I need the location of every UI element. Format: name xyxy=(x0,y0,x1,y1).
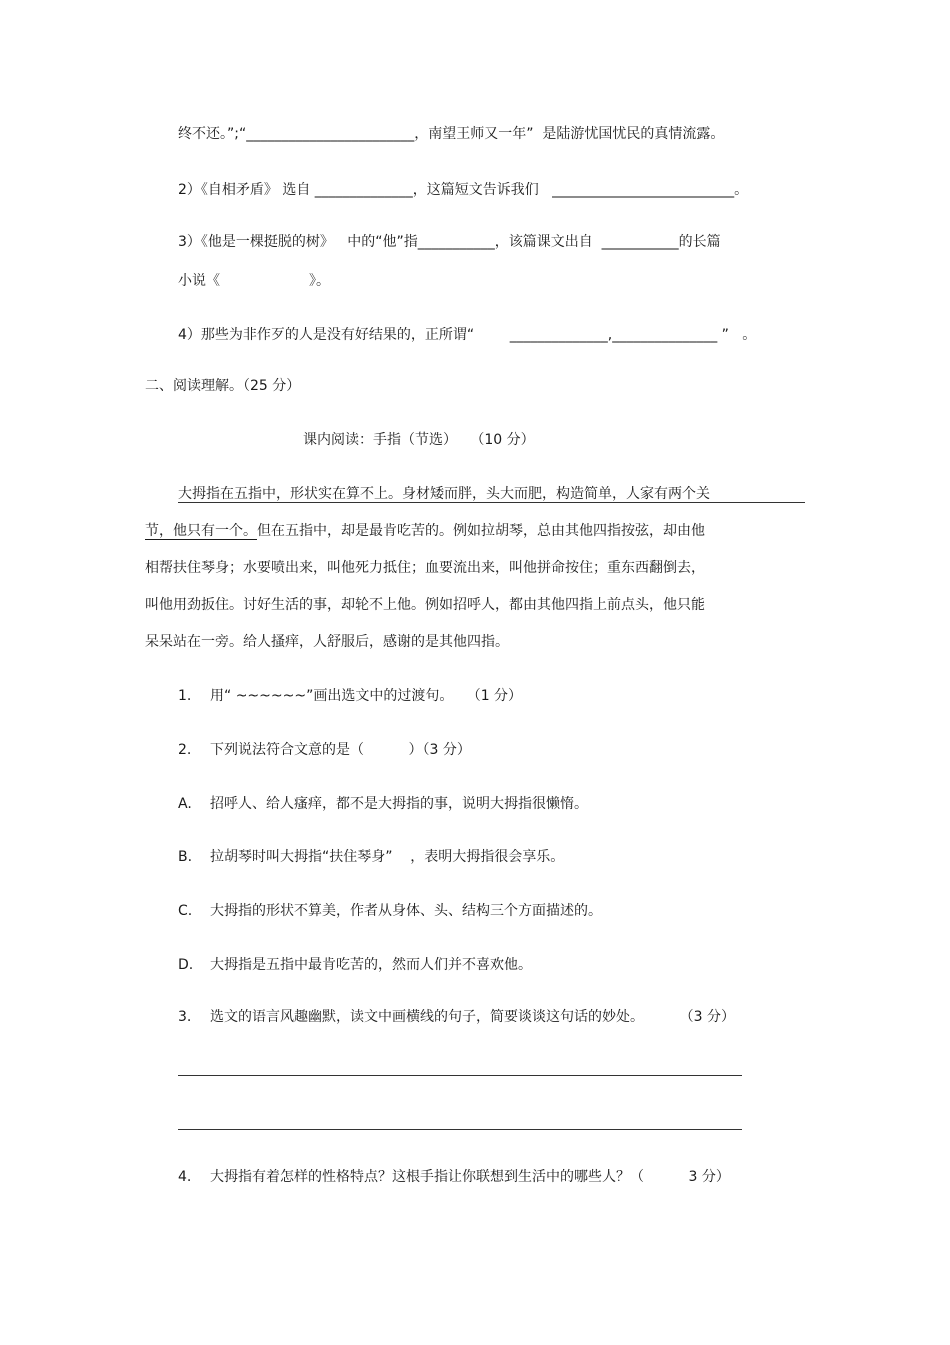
question-1-number: 1. xyxy=(178,688,192,704)
answer-line-2[interactable] xyxy=(178,1129,742,1130)
fill-in-question-3-line-1: 3）《他是一棵挺脱的树》 中的“他”指___________，该篇课文出自 ___________的长篇 xyxy=(178,234,721,250)
passage-title: 课内阅读：手指（节选） （10 分） xyxy=(303,432,535,448)
passage-line-2 xyxy=(145,521,705,541)
fill-in-question-4: 4）那些为非作歹的人是没有好结果的，正所谓“ ______________,_______________ ” 。 xyxy=(178,327,757,343)
fill-in-question-3-line-2: 小说《 》。 xyxy=(178,273,331,289)
option-a-text: 招呼人、给人瘙痒，都不是大拇指的事，说明大拇指很懒惰。 xyxy=(210,796,588,812)
option-c-letter: C. xyxy=(178,903,193,919)
passage-line-3: 相帮扶住琴身；水要喷出来，叫他死力抵住；血要流出来，叫他拼命按住；重东西翻倒去， xyxy=(145,560,705,576)
question-4-text: 大拇指有着怎样的性格特点？这根手指让你联想到生活中的哪些人？（ 3 分） xyxy=(210,1169,730,1185)
fill-in-line-1: 终不还。”;“________________________，南望王师又一年” 是陆游忧国忧民的真情流露。 xyxy=(178,126,725,142)
passage-line-4: 叫他用劲扳住。讨好生活的事，却轮不上他。例如招呼人，都由其他四指上前点头，他只能 xyxy=(145,597,705,613)
passage-line-1: 大拇指在五指中，形状实在算不上。身材矮而胖，头大而肥，构造简单，人家有两个关 xyxy=(178,486,710,502)
fill-in-question-2: 2）《自相矛盾》 选自 ______________，这篇短文告诉我们 __________________________。 xyxy=(178,182,749,198)
section-heading: 二、阅读理解。（25 分） xyxy=(145,378,301,394)
question-1-text: 用“ ~~~~~~”画出选文中的过渡句。 （1 分） xyxy=(210,688,523,704)
option-d-text: 大拇指是五指中最肯吃苦的，然而人们并不喜欢他。 xyxy=(210,957,532,973)
option-b-text: 拉胡琴时叫大拇指“扶住琴身” ，表明大拇指很会享乐。 xyxy=(210,849,565,865)
option-b-letter: B. xyxy=(178,849,193,865)
question-4-number: 4. xyxy=(178,1169,192,1185)
question-2-text: 下列说法符合文意的是（ ）（3 分） xyxy=(210,742,471,758)
option-a-letter: A. xyxy=(178,796,192,812)
passage-line-2-rest: 但在五指中，却是最肯吃苦的。例如拉胡琴，总由其他四指按弦，却由他 xyxy=(257,523,705,539)
option-c-text: 大拇指的形状不算美，作者从身体、头、结构三个方面描述的。 xyxy=(210,903,602,919)
question-3-text: 选文的语言风趣幽默，读文中画横线的句子，简要谈谈这句话的妙处。 （3 分） xyxy=(210,1009,735,1025)
passage-line-5: 呆呆站在一旁。给人搔痒，人舒服后，感谢的是其他四指。 xyxy=(145,634,509,650)
answer-line-1[interactable] xyxy=(178,1075,742,1076)
option-d-letter: D. xyxy=(178,957,194,973)
passage-underlined-phrase: 节，他只有一个。 xyxy=(145,523,257,539)
question-3-number: 3. xyxy=(178,1009,192,1025)
question-2-number: 2. xyxy=(178,742,192,758)
passage-underline xyxy=(178,502,805,503)
